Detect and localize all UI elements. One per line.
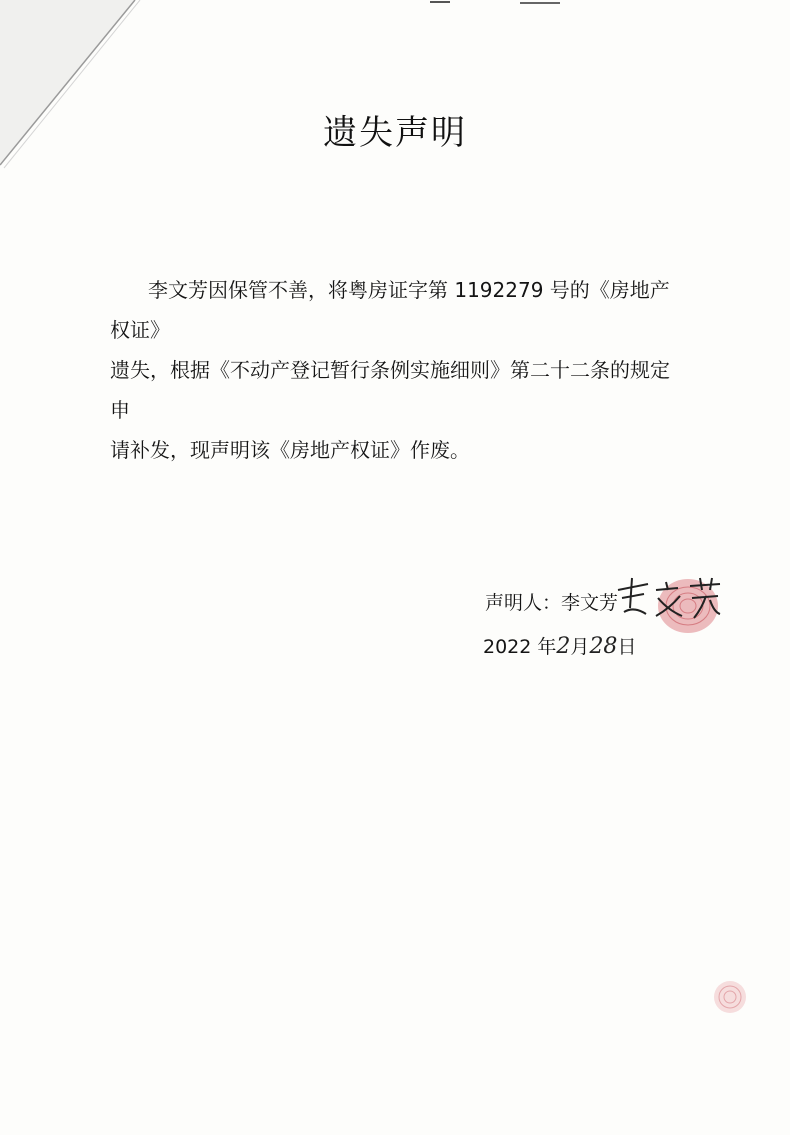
- top-edge-marks: [420, 0, 580, 10]
- handwritten-signature-with-seal: [610, 568, 730, 638]
- signer-label: 声明人：李文芳: [485, 592, 619, 614]
- date-month-unit: 月: [570, 636, 590, 658]
- declaration-body: [110, 270, 678, 470]
- page-title: 遗失声明: [323, 113, 467, 153]
- date-year-unit: 年: [537, 636, 557, 658]
- declaration-date: [483, 632, 636, 659]
- date-day: 28: [589, 634, 618, 659]
- body-line-3: 请补发，现声明该《房地产权证》作废。: [110, 438, 470, 462]
- faint-red-seal: [708, 975, 752, 1019]
- body-line-1: 李文芳因保管不善，将粤房证字第 1192279 号的《房地产权证》: [110, 278, 670, 342]
- date-month: 2: [556, 634, 571, 659]
- date-day-unit: 日: [617, 636, 637, 658]
- date-year: 2022: [483, 636, 532, 658]
- body-line-2: 遗失，根据《不动产登记暂行条例实施细则》第二十二条的规定申: [110, 358, 670, 422]
- folded-corner-shadow: [0, 0, 790, 200]
